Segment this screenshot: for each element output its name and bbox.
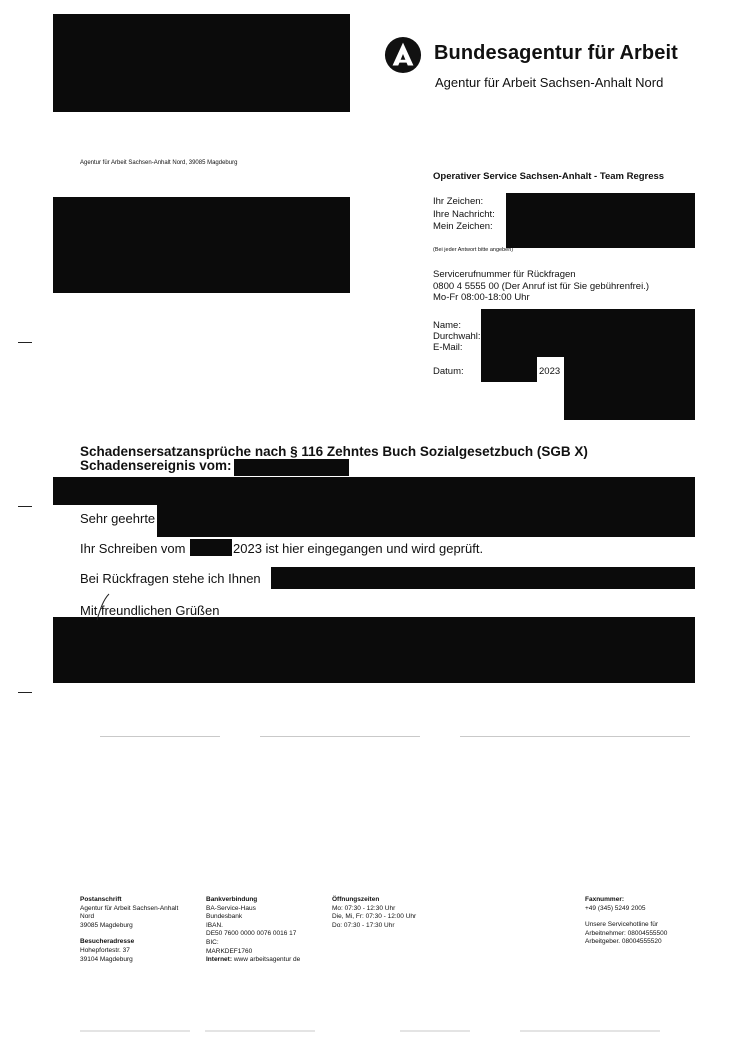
contact-label: Durchwahl: [433, 331, 481, 342]
fold-mark [18, 342, 32, 343]
footer-line: MARKDEF1760 [206, 947, 253, 955]
ref-label: Mein Zeichen: [433, 221, 493, 232]
footer-line: BA-Service-Haus [206, 904, 256, 912]
department-heading: Operativer Service Sachsen-Anhalt - Team Regress [433, 171, 665, 182]
redaction-block [53, 477, 695, 505]
footer-heading: Besucheradresse [80, 938, 135, 946]
footer-contact [585, 896, 667, 947]
service-line: Servicerufnummer für Rückfragen [433, 269, 576, 280]
internet-label: Internet: [206, 956, 232, 964]
internet-url[interactable]: www arbeitsagentur de [233, 956, 301, 964]
sender-address-line: Agentur für Arbeit Sachsen-Anhalt Nord, 39085 Magdeburg [80, 160, 238, 166]
footer-line: Unsere Servicehotline für [585, 921, 658, 929]
salutation: Sehr geehrte [80, 511, 156, 526]
contact-label: Name: [433, 320, 461, 331]
fax-number: +49 (345) 5249 2005 [585, 904, 646, 912]
footer-line: Do: 07:30 - 17:30 Uhr [332, 921, 395, 929]
footer-line: Bundesbank [206, 913, 243, 921]
closing: Mit freundlichen Grüßen [80, 603, 220, 618]
footer-bank [206, 896, 300, 965]
org-subtitle: Agentur für Arbeit Sachsen-Anhalt Nord [435, 75, 664, 90]
footer-hours [332, 896, 416, 930]
subject-line: Schadensereignis vom: [80, 458, 232, 473]
redaction-block [564, 357, 695, 420]
redaction-block [53, 197, 350, 293]
footer-line: Arbeitgeber. 08004555520 [585, 938, 662, 946]
redaction-block [481, 309, 695, 357]
footer-heading: Postanschrift [80, 896, 122, 903]
reference-labels [433, 196, 495, 234]
footer-line: Arbeitnehmer: 08004555500 [585, 929, 668, 937]
subject-line: Schadensersatzansprüche nach § 116 Zehntes Buch Sozialgesetzbuch (SGB X) [80, 444, 588, 459]
redaction-block [53, 14, 350, 112]
scan-artifact-line [260, 736, 420, 737]
contact-label: E-Mail: [433, 342, 463, 353]
footer-heading: Faxnummer: [585, 896, 625, 903]
ref-label: Ihr Zeichen: [433, 196, 484, 207]
fold-mark [18, 692, 32, 693]
redaction-block [506, 193, 695, 248]
scan-artifact-line [400, 1030, 470, 1032]
footer-line: Hohepfortestr. 37 [80, 946, 130, 954]
footer-line: Nord [80, 913, 95, 921]
fold-mark [18, 506, 32, 507]
date-year: 2023 [539, 366, 561, 377]
footer-line: 39085 Magdeburg [80, 921, 133, 929]
signature-stroke [95, 592, 111, 622]
footer-postal [80, 896, 178, 964]
redaction-block [190, 539, 232, 556]
ba-logo-icon [384, 36, 422, 74]
paragraph-questions: Bei Rückfragen stehe ich Ihnen [80, 571, 261, 586]
scan-artifact-line [100, 736, 220, 737]
footer-heading: Öffnungszeiten [332, 896, 380, 903]
footer-line: Mo: 07:30 - 12:30 Uhr [332, 904, 396, 912]
scan-artifact-line [460, 736, 690, 737]
scan-artifact-line [205, 1030, 315, 1032]
contact-labels [433, 320, 481, 353]
service-line: Mo-Fr 08:00-18:00 Uhr [433, 292, 530, 303]
paragraph-start: Ihr Schreiben vom [80, 541, 186, 556]
ref-label: Ihre Nachricht: [433, 208, 495, 220]
org-name: Bundesagentur für Arbeit [434, 42, 678, 64]
footer-line: IBAN. [206, 921, 223, 929]
paragraph-end: 2023 ist hier eingegangen und wird geprüft. [233, 541, 484, 556]
footer-line: BIC: [206, 938, 219, 946]
service-line: 0800 4 5555 00 (Der Anruf ist für Sie gebührenfrei.) [433, 280, 649, 292]
footer-heading: Bankverbindung [206, 896, 258, 903]
service-info [433, 269, 649, 304]
redaction-block [53, 617, 695, 683]
footer-line: 39104 Magdeburg [80, 955, 133, 963]
redaction-block [271, 567, 695, 589]
redaction-block [157, 505, 695, 537]
date-label: Datum: [433, 366, 464, 377]
footer-line: DE50 7600 0000 0076 0016 17 [206, 930, 297, 938]
scan-artifact-line [80, 1030, 190, 1032]
footer-line: Die, Mi, Fr: 07:30 - 12:00 Uhr [332, 913, 417, 921]
footer-line: Agentur für Arbeit Sachsen-Anhalt [80, 904, 179, 912]
scan-artifact-line [520, 1030, 660, 1032]
reference-note: (Bei jeder Antwort bitte angeben) [433, 247, 514, 253]
redaction-block [481, 357, 537, 382]
letter-subject [80, 445, 588, 473]
